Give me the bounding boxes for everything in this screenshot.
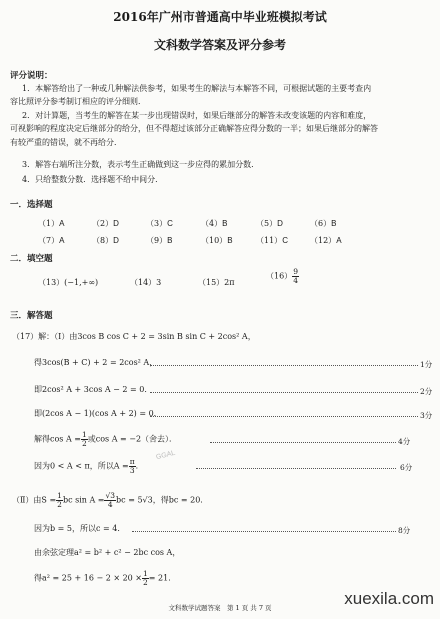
solution-17-intro: （17）解：（Ⅰ）由3cos B cos C + 2 = 3sin B sin C + 2cos² A， [12,332,256,341]
dotted-leader [150,365,418,366]
choice-answer: （6）B [310,219,337,228]
solution-step-9: 得a² = 25 + 16 − 2 × 20 × $\frac{1}{2}$ = 21． [34,569,177,587]
choice-answer: （8）D [92,236,119,245]
fill-answer-16: （16） $\frac{9}{4}$ [266,267,298,285]
guide-item-1a: 1．本解答给出了一种或几种解法供参考，如果考生的解法与本解答不同，可根据试题的主要考查内 [22,84,372,93]
solution-step-2: 即2cos² A + 3cos A − 2 = 0． [34,385,153,394]
section-solution-header: 三．解答题 [10,311,53,321]
fill-answer-14: （14）3 [130,278,162,287]
guide-item-4: 4．只给整数分数．选择题不给中间分． [22,175,164,184]
site-watermark: xuexila.com [344,589,434,608]
choice-answer: （12）A [310,236,342,245]
choice-answer: （4）B [201,219,228,228]
dotted-leader [150,392,418,393]
guide-item-2b: 可视影响的程度决定后继部分的给分，但不得超过该部分正确解答应得分数的一半；如果后继部分的解答 [10,124,378,133]
step-score-5: 6分 [400,463,413,472]
choice-answer: （11）C [256,236,288,245]
choice-answer: （2）D [92,219,119,228]
choice-answer: （3）C [146,219,173,228]
step-score-3: 3分 [420,411,433,420]
solution-step-5: 因为0 < A < π，所以A = $\frac{\pi}{3}$ ． [34,457,144,475]
step-score-2: 2分 [420,387,433,396]
guide-item-3: 3．解答右端所注分数，表示考生正确做到这一步应得的累加分数． [22,160,260,169]
dotted-leader [132,531,396,532]
solution-step-1: 得3cos(B + C) + 2 = 2cos² A， [34,358,158,367]
step-score-4: 4分 [398,437,411,446]
choice-answer: （10）B [201,236,233,245]
page-subtitle: 文科数学答案及评分参考 [153,38,286,52]
choice-answer: （7）A [38,236,65,245]
page-footer: 文科数学试题答案 第 1 页 共 7 页 [168,604,272,612]
choice-answer: （9）B [146,236,173,245]
guide-item-2a: 2．对计算题，当考生的解答在某一步出现错误时，如果后继部分的解答未改变该题的内容和难度， [22,111,372,120]
guide-item-1b: 容比照评分参考制订相应的评分细则． [10,97,146,106]
scan-smudge: GGAL [155,449,177,462]
step-score-7: 8分 [398,526,411,535]
fill-answer-15: （15）2π [198,278,235,287]
section-fill-header: 二．填空题 [10,254,53,264]
solution-step-4: 解得cos A = $\frac{1}{2}$ 或cos A = −2（舍去）． [34,430,178,448]
choice-answer: （5）D [256,219,283,228]
section-choice-header: 一．选择题 [10,200,53,210]
step-score-1: 1分 [420,360,433,369]
dotted-leader [196,468,396,469]
solution-step-6: （Ⅱ）由S = $\frac{1}{2}$ bc sin A = $\frac{√3}{4}$ bc = 5√3，得bc = 20． [12,491,209,509]
fill-answer-13: （13）(−1,+∞) [38,278,99,287]
choice-answer: （1）A [38,219,65,228]
guide-item-2c: 有较严重的错误，就不再给分． [10,138,122,147]
solution-step-3: 即(2cos A − 1)(cos A + 2) = 0． [34,409,162,418]
solution-step-7: 因为b = 5，所以c = 4． [34,524,126,533]
guide-header: 评分说明： [10,71,53,81]
dotted-leader [150,416,418,417]
dotted-leader [210,442,396,443]
solution-step-8: 由余弦定理a² = b² + c² − 2bc cos A， [34,548,181,557]
page-title: 2016年广州市普通高中毕业班模拟考试 [113,10,327,24]
